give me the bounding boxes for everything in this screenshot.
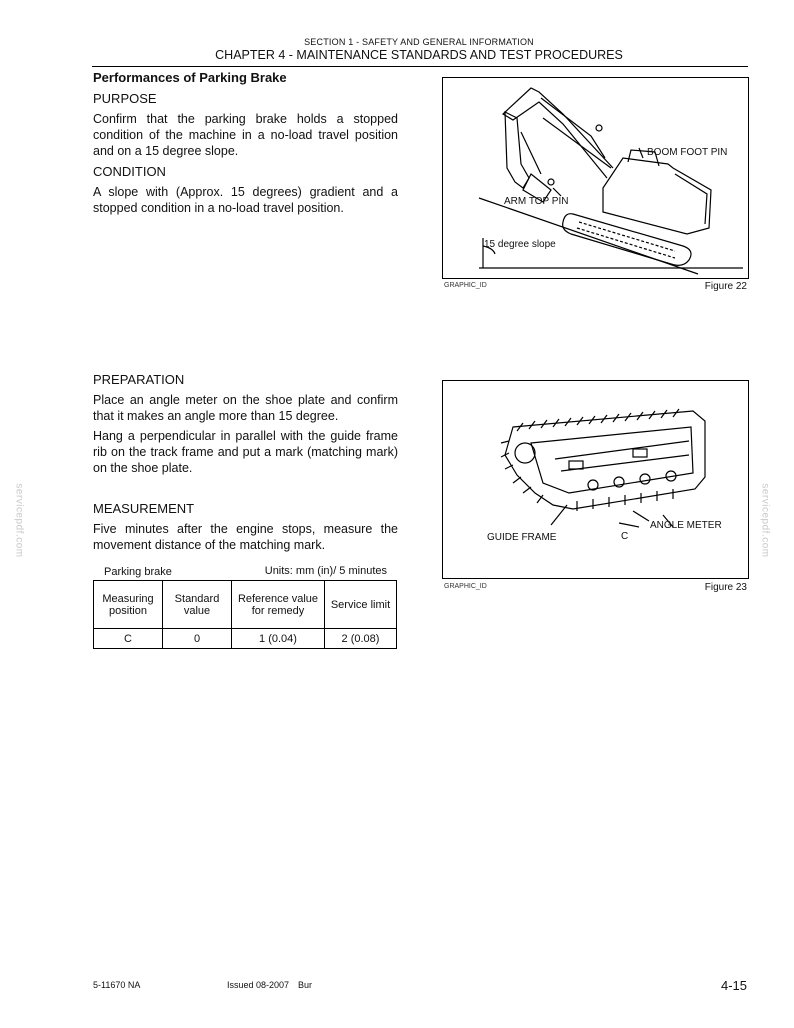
table-header-row [94, 581, 397, 629]
section-title: Performances of Parking Brake [93, 70, 287, 85]
header-measuring-position: Measuring position [94, 581, 163, 629]
header-service-limit: Service limit [325, 581, 397, 629]
measurement-text: Five minutes after the engine stops, measure the movement distance of the matching mark. [93, 522, 398, 552]
preparation-heading: PREPARATION [93, 372, 185, 387]
chapter-header: CHAPTER 4 - MAINTENANCE STANDARDS AND TEST PROCEDURES [215, 48, 623, 62]
footer-issued: Issued 08-2007 [227, 980, 290, 990]
watermark-left: servicepdf.com [13, 483, 25, 558]
header-reference-value: Reference value for remedy [232, 581, 325, 629]
slope-label: 15 degree slope [484, 239, 556, 250]
footer-doc-number: 5-11670 NA [93, 980, 141, 990]
header-standard-value: Standard value [163, 581, 232, 629]
footer-edition: Bur [298, 980, 313, 990]
parking-brake-table [93, 580, 397, 649]
figure-23-caption: Figure 23 [704, 582, 747, 593]
cell-position: C [94, 629, 163, 649]
preparation-text-2: Hang a perpendicular in parallel with the guide frame rib on the track frame and put a mark (matching mark) on the shoe plate. [93, 429, 398, 475]
figure-22-graphic-id: GRAPHIC_ID [444, 282, 487, 289]
section-header: SECTION 1 - SAFETY AND GENERAL INFORMATION [304, 37, 534, 47]
purpose-heading: PURPOSE [93, 91, 157, 106]
measurement-heading: MEASUREMENT [93, 501, 195, 516]
watermark-right: servicepdf.com [759, 483, 771, 558]
header-rule [92, 66, 748, 67]
table-row [94, 629, 397, 649]
condition-text: A slope with (Approx. 15 degrees) gradient and a stopped condition in a no-load travel position. [93, 185, 398, 215]
table-caption-left: Parking brake [104, 566, 172, 578]
purpose-text: Confirm that the parking brake holds a stopped condition of the machine in a no-load travel position and on a 15 degree slope. [93, 112, 398, 158]
cell-limit: 2 (0.08) [325, 629, 397, 649]
c-mark-label: C [621, 531, 629, 542]
figure-22-caption: Figure 22 [704, 281, 747, 292]
figure-23-graphic-id: GRAPHIC_ID [444, 583, 487, 590]
boom-foot-pin-label: BOOM FOOT PIN [647, 147, 728, 158]
table-caption-right: Units: mm (in)/ 5 minutes [264, 565, 387, 577]
preparation-text-1: Place an angle meter on the shoe plate and confirm that it makes an angle more than 15 degree. [93, 393, 398, 423]
condition-heading: CONDITION [93, 164, 166, 179]
cell-reference: 1 (0.04) [232, 629, 325, 649]
page-number: 4-15 [720, 978, 747, 993]
cell-standard: 0 [163, 629, 232, 649]
track-angle-meter-illustration [443, 381, 748, 578]
guide-frame-label: GUIDE FRAME [487, 532, 557, 543]
angle-meter-label: ANGLE METER [650, 520, 722, 531]
figure-23-frame [442, 380, 749, 579]
arm-top-pin-label: ARM TOP PIN [504, 196, 569, 207]
